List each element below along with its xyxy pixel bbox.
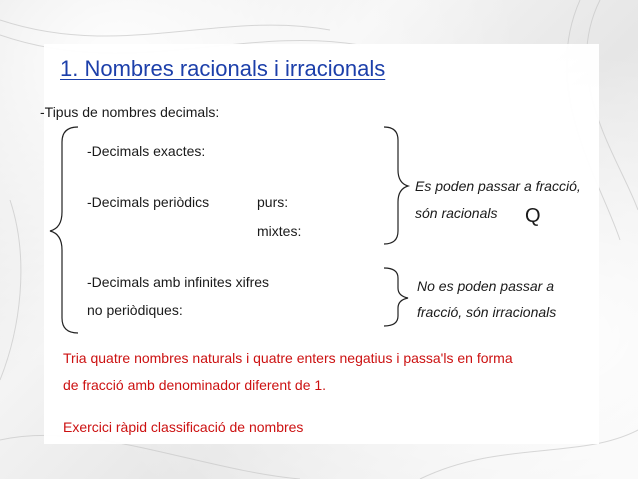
- decimals-infinites-label-line1: -Decimals amb infinites xifres: [87, 274, 270, 290]
- exercise-link[interactable]: Exercici ràpid classificació de nombres: [63, 419, 304, 435]
- irrational-note-line1: No es poden passar a: [417, 278, 554, 294]
- rational-numbers-symbol: Q: [525, 205, 541, 227]
- exercise-instruction-line1: Tria quatre nombres naturals i quatre enters negatius i passa'ls en forma: [63, 350, 513, 366]
- purs-label: purs:: [257, 194, 289, 210]
- irrational-note-line2: fracció, són irracionals: [417, 304, 557, 320]
- decimals-infinites-label-line2: no periòdiques:: [87, 302, 183, 318]
- mixtes-label: mixtes:: [257, 223, 302, 239]
- rational-note-line2: són racionals: [415, 205, 498, 221]
- decimals-periodics-label: -Decimals periòdics: [87, 194, 210, 210]
- rational-note-line1: Es poden passar a fracció,: [415, 178, 581, 194]
- exercise-instruction-line2: de fracció amb denominador diferent de 1.: [63, 377, 327, 393]
- decimals-exactes-label: -Decimals exactes:: [87, 143, 206, 159]
- slide-title: 1. Nombres racionals i irracionals: [60, 56, 386, 81]
- subtitle: -Tipus de nombres decimals:: [40, 104, 220, 120]
